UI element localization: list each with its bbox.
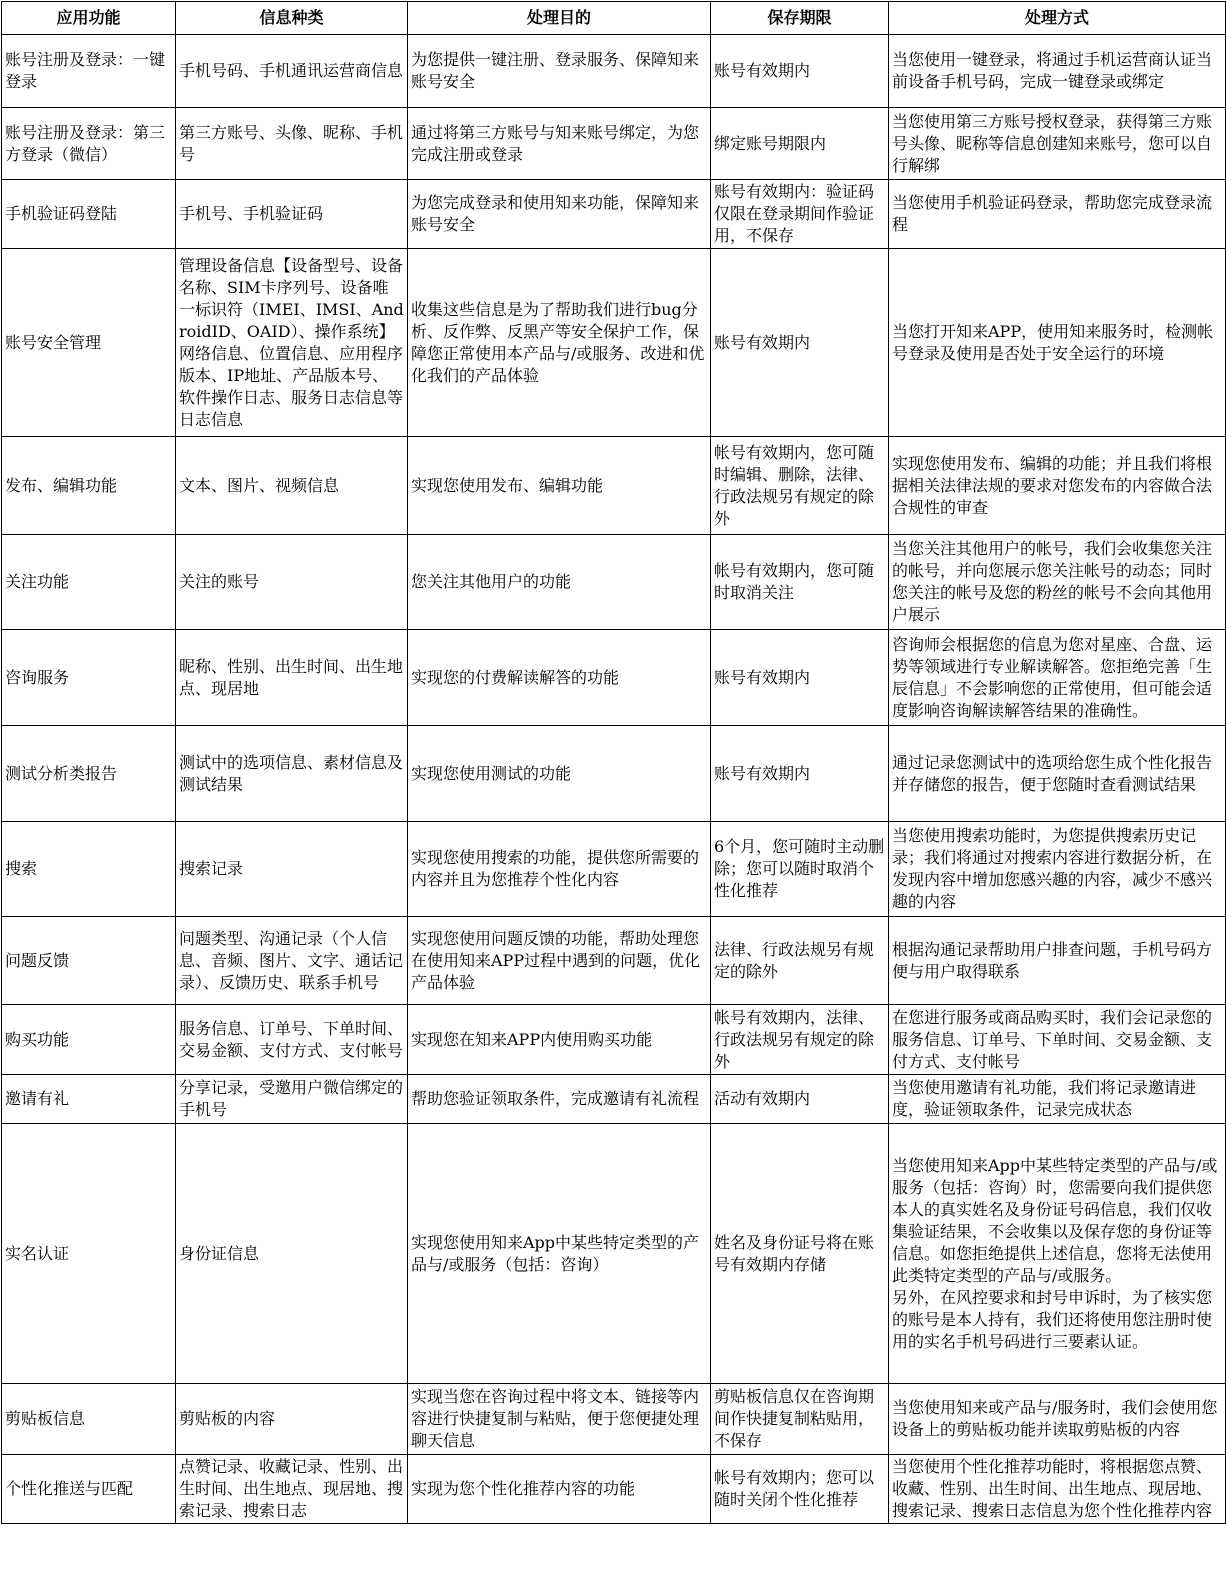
cell-method: 当您使用一键登录，将通过手机运营商认证当前设备手机号码，完成一键登录或绑定 bbox=[889, 35, 1226, 108]
cell-info-type: 第三方账号、头像、昵称、手机号 bbox=[176, 108, 408, 180]
cell-info-type: 管理设备信息【设备型号、设备名称、SIM卡序列号、设备唯一标识符（IMEI、IMSI、AndroidID、OAID）、操作系统】网络信息、位置信息、应用程序版本、IP地址、产品版本号、软件操作日志、服务日志信息等日志信息 bbox=[176, 249, 408, 437]
cell-method: 根据沟通记录帮助用户排查问题，手机号码方便与用户取得联系 bbox=[889, 917, 1226, 1005]
cell-app-function: 咨询服务 bbox=[2, 630, 176, 726]
header-info-type: 信息种类 bbox=[176, 2, 408, 35]
cell-purpose: 实现您使用搜索的功能，提供您所需要的内容并且为您推荐个性化内容 bbox=[408, 822, 711, 917]
cell-retention: 账号有效期内 bbox=[711, 35, 889, 108]
table-row bbox=[2, 180, 1226, 249]
cell-method: 当您使用知来App中某些特定类型的产品与/或服务（包括：咨询）时，您需要向我们提供您本人的真实姓名及身份证号码信息，我们仅收集验证结果，不会收集以及保存您的身份证等信息。如您拒绝提供上述信息，您将无法使用此类特定类型的产品与/或服务。 另外，在风控要求和封号申诉时，为了核实您的账号是本人持有，我们还将使用您注册时使用的实名手机号码进行三要素认证。 bbox=[889, 1124, 1226, 1384]
cell-app-function: 搜索 bbox=[2, 822, 176, 917]
table-row bbox=[2, 35, 1226, 108]
cell-purpose: 收集这些信息是为了帮助我们进行bug分析、反作弊、反黑产等安全保护工作，保障您正常使用本产品与/或服务、改进和优化我们的产品体验 bbox=[408, 249, 711, 437]
cell-info-type: 文本、图片、视频信息 bbox=[176, 437, 408, 535]
cell-purpose: 通过将第三方账号与知来账号绑定，为您完成注册或登录 bbox=[408, 108, 711, 180]
cell-app-function: 关注功能 bbox=[2, 535, 176, 630]
cell-retention: 账号有效期内：验证码仅限在登录期间作验证用，不保存 bbox=[711, 180, 889, 249]
table-row bbox=[2, 535, 1226, 630]
table-row bbox=[2, 1075, 1226, 1124]
cell-app-function: 测试分析类报告 bbox=[2, 726, 176, 822]
cell-app-function: 发布、编辑功能 bbox=[2, 437, 176, 535]
cell-app-function: 个性化推送与匹配 bbox=[2, 1455, 176, 1524]
cell-info-type: 关注的账号 bbox=[176, 535, 408, 630]
cell-method: 通过记录您测试中的选项给您生成个性化报告并存储您的报告，便于您随时查看测试结果 bbox=[889, 726, 1226, 822]
table-row bbox=[2, 917, 1226, 1005]
cell-purpose: 您关注其他用户的功能 bbox=[408, 535, 711, 630]
cell-method: 当您使用手机验证码登录，帮助您完成登录流程 bbox=[889, 180, 1226, 249]
table-row bbox=[2, 437, 1226, 535]
cell-retention: 帐号有效期内；您可以随时关闭个性化推荐 bbox=[711, 1455, 889, 1524]
cell-method: 当您打开知来APP，使用知来服务时，检测帐号登录及使用是否处于安全运行的环境 bbox=[889, 249, 1226, 437]
cell-retention: 账号有效期内 bbox=[711, 726, 889, 822]
header-app-function: 应用功能 bbox=[2, 2, 176, 35]
cell-info-type: 搜索记录 bbox=[176, 822, 408, 917]
cell-method: 当您使用个性化推荐功能时，将根据您点赞、收藏、性别、出生时间、出生地点、现居地、搜索记录、搜索日志信息为您个性化推荐内容 bbox=[889, 1455, 1226, 1524]
cell-method: 当您使用知来或产品与/服务时，我们会使用您设备上的剪贴板功能并读取剪贴板的内容 bbox=[889, 1384, 1226, 1455]
cell-info-type: 测试中的选项信息、素材信息及测试结果 bbox=[176, 726, 408, 822]
cell-retention: 账号有效期内 bbox=[711, 249, 889, 437]
cell-method: 在您进行服务或商品购买时，我们会记录您的服务信息、订单号、下单时间、交易金额、支付方式、支付帐号 bbox=[889, 1005, 1226, 1075]
table-row bbox=[2, 1455, 1226, 1524]
table-row bbox=[2, 630, 1226, 726]
cell-app-function: 账号注册及登录：一键登录 bbox=[2, 35, 176, 108]
cell-purpose: 实现您的付费解读解答的功能 bbox=[408, 630, 711, 726]
cell-info-type: 问题类型、沟通记录（个人信息、音频、图片、文字、通话记录）、反馈历史、联系手机号 bbox=[176, 917, 408, 1005]
cell-method: 实现您使用发布、编辑的功能；并且我们将根据相关法律法规的要求对您发布的内容做合法合规性的审查 bbox=[889, 437, 1226, 535]
cell-app-function: 购买功能 bbox=[2, 1005, 176, 1075]
cell-info-type: 剪贴板的内容 bbox=[176, 1384, 408, 1455]
cell-purpose: 帮助您验证领取条件，完成邀请有礼流程 bbox=[408, 1075, 711, 1124]
cell-purpose: 实现您在知来APP内使用购买功能 bbox=[408, 1005, 711, 1075]
cell-retention: 帐号有效期内，法律、行政法规另有规定的除外 bbox=[711, 1005, 889, 1075]
cell-retention: 6个月，您可随时主动删除；您可以随时取消个性化推荐 bbox=[711, 822, 889, 917]
cell-retention: 帐号有效期内，您可随时取消关注 bbox=[711, 535, 889, 630]
cell-app-function: 邀请有礼 bbox=[2, 1075, 176, 1124]
header-retention: 保存期限 bbox=[711, 2, 889, 35]
cell-retention: 姓名及身份证号将在账号有效期内存储 bbox=[711, 1124, 889, 1384]
table-row bbox=[2, 1124, 1226, 1384]
cell-info-type: 昵称、性别、出生时间、出生地点、现居地 bbox=[176, 630, 408, 726]
cell-purpose: 实现您使用问题反馈的功能，帮助处理您在使用知来APP过程中遇到的问题，优化产品体验 bbox=[408, 917, 711, 1005]
header-method: 处理方式 bbox=[889, 2, 1226, 35]
cell-method: 咨询师会根据您的信息为您对星座、合盘、运势等领域进行专业解读解答。您拒绝完善「生辰信息」不会影响您的正常使用，但可能会适度影响咨询解读解答结果的准确性。 bbox=[889, 630, 1226, 726]
cell-app-function: 手机验证码登陆 bbox=[2, 180, 176, 249]
cell-method: 当您使用第三方账号授权登录，获得第三方账号头像、昵称等信息创建知来账号，您可以自行解绑 bbox=[889, 108, 1226, 180]
cell-method: 当您使用邀请有礼功能，我们将记录邀请进度，验证领取条件，记录完成状态 bbox=[889, 1075, 1226, 1124]
cell-retention: 剪贴板信息仅在咨询期间作快捷复制粘贴用，不保存 bbox=[711, 1384, 889, 1455]
cell-purpose: 实现您使用知来App中某些特定类型的产品与/或服务（包括：咨询） bbox=[408, 1124, 711, 1384]
table-body bbox=[2, 35, 1226, 1524]
cell-purpose: 为您提供一键注册、登录服务、保障知来账号安全 bbox=[408, 35, 711, 108]
cell-info-type: 身份证信息 bbox=[176, 1124, 408, 1384]
table-header-row bbox=[2, 2, 1226, 35]
cell-purpose: 实现您使用发布、编辑功能 bbox=[408, 437, 711, 535]
cell-method: 当您使用搜索功能时，为您提供搜索历史记录；我们将通过对搜索内容进行数据分析，在发现内容中增加您感兴趣的内容，减少不感兴趣的内容 bbox=[889, 822, 1226, 917]
cell-app-function: 账号安全管理 bbox=[2, 249, 176, 437]
table-row bbox=[2, 1005, 1226, 1075]
table-row bbox=[2, 726, 1226, 822]
cell-info-type: 手机号、手机验证码 bbox=[176, 180, 408, 249]
cell-retention: 绑定账号期限内 bbox=[711, 108, 889, 180]
cell-purpose: 实现当您在咨询过程中将文本、链接等内容进行快捷复制与粘贴，便于您便捷处理聊天信息 bbox=[408, 1384, 711, 1455]
cell-retention: 账号有效期内 bbox=[711, 630, 889, 726]
cell-purpose: 实现为您个性化推荐内容的功能 bbox=[408, 1455, 711, 1524]
cell-app-function: 问题反馈 bbox=[2, 917, 176, 1005]
cell-retention: 法律、行政法规另有规定的除外 bbox=[711, 917, 889, 1005]
cell-info-type: 分享记录，受邀用户微信绑定的手机号 bbox=[176, 1075, 408, 1124]
cell-app-function: 实名认证 bbox=[2, 1124, 176, 1384]
table-row bbox=[2, 1384, 1226, 1455]
cell-retention: 帐号有效期内，您可随时编辑、删除，法律、行政法规另有规定的除外 bbox=[711, 437, 889, 535]
table-row bbox=[2, 108, 1226, 180]
cell-purpose: 为您完成登录和使用知来功能，保障知来账号安全 bbox=[408, 180, 711, 249]
cell-method: 当您关注其他用户的帐号，我们会收集您关注的帐号，并向您展示您关注帐号的动态；同时您关注的帐号及您的粉丝的帐号不会向其他用户展示 bbox=[889, 535, 1226, 630]
cell-app-function: 账号注册及登录：第三方登录（微信） bbox=[2, 108, 176, 180]
table-row bbox=[2, 822, 1226, 917]
privacy-info-table bbox=[1, 1, 1226, 1524]
cell-app-function: 剪贴板信息 bbox=[2, 1384, 176, 1455]
table-row bbox=[2, 249, 1226, 437]
cell-info-type: 点赞记录、收藏记录、性别、出生时间、出生地点、现居地、搜索记录、搜索日志 bbox=[176, 1455, 408, 1524]
header-purpose: 处理目的 bbox=[408, 2, 711, 35]
cell-retention: 活动有效期内 bbox=[711, 1075, 889, 1124]
cell-info-type: 手机号码、手机通讯运营商信息 bbox=[176, 35, 408, 108]
cell-info-type: 服务信息、订单号、下单时间、交易金额、支付方式、支付帐号 bbox=[176, 1005, 408, 1075]
cell-purpose: 实现您使用测试的功能 bbox=[408, 726, 711, 822]
